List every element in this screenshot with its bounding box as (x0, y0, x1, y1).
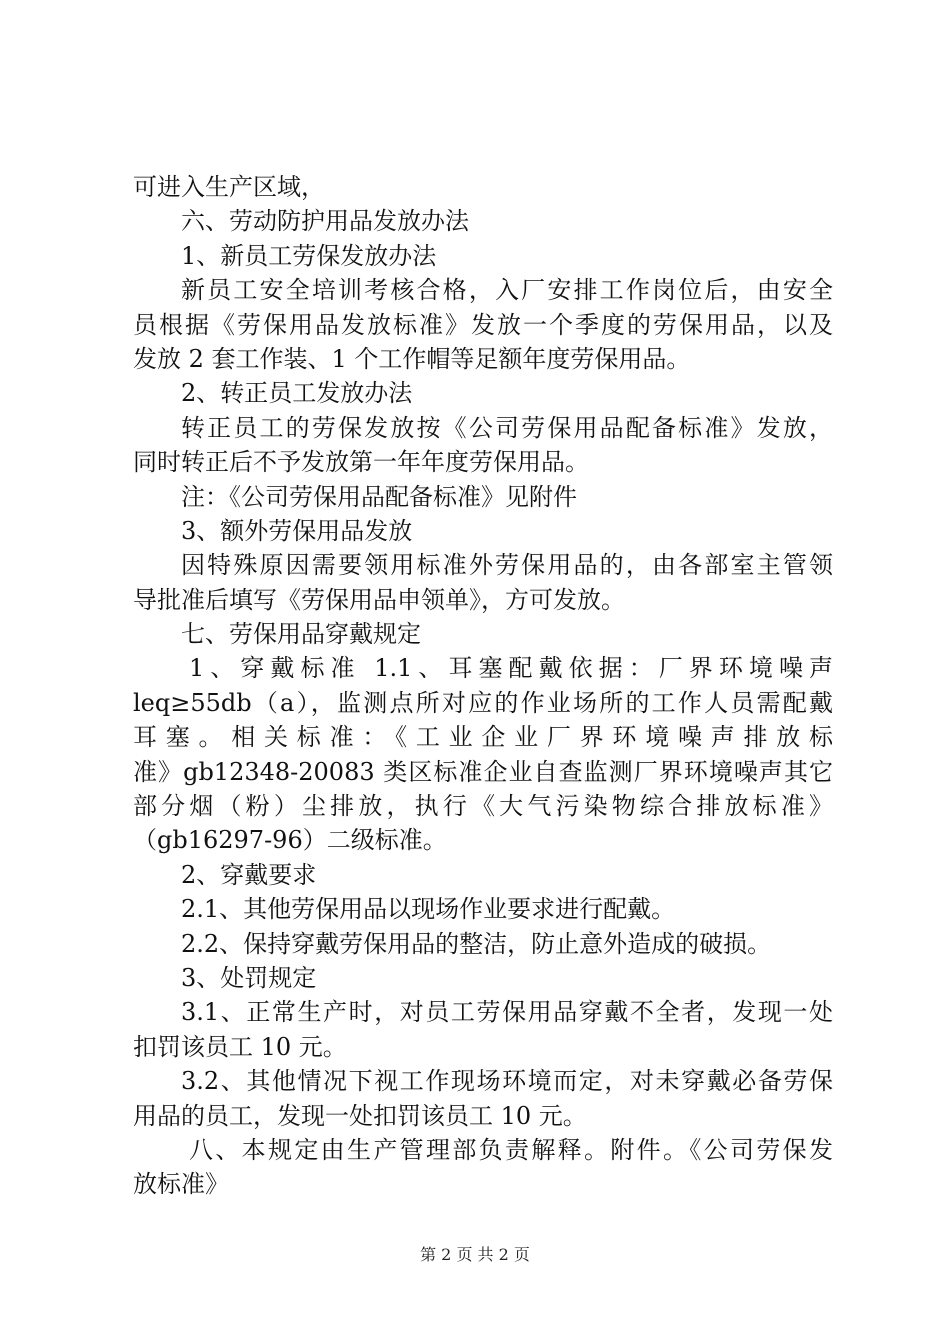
paragraph-line: 转正员工的劳保发放按《公司劳保用品配备标准》发放， (181, 413, 833, 442)
paragraph-line: 可进入生产区域， (133, 173, 325, 201)
paragraph-line: 新员工安全培训考核合格，入厂安排工作岗位后，由安全 (181, 276, 833, 305)
paragraph-line: 准》gb12348-20083 类区标准企业自查监测厂界环境噪声其它 (133, 757, 833, 786)
paragraph-line: 员根据《劳保用品发放标准》发放一个季度的劳保用品，以及 (133, 310, 833, 339)
paragraph-line: 3.1、正常生产时，对员工劳保用品穿戴不全者，发现一处 (181, 998, 833, 1027)
section-heading: 六、劳动防护用品发放办法 (181, 207, 469, 236)
note-line: 注：《公司劳保用品配备标准》见附件 (181, 482, 577, 511)
paragraph-line: 用品的员工，发现一处扣罚该员工 10 元。 (133, 1101, 587, 1130)
paragraph-line: 放标准》 (133, 1170, 229, 1199)
paragraph-line: leq≥55db（a），监测点所对应的作业场所的工作人员需配戴 (133, 688, 833, 717)
section-heading: 七、劳保用品穿戴规定 (181, 620, 421, 649)
paragraph-line: （gb16297-96）二级标准。 (133, 826, 447, 855)
subsection-heading: 1、新员工劳保发放办法 (181, 241, 437, 270)
paragraph-line: 2.2、保持穿戴劳保用品的整洁，防止意外造成的破损。 (181, 929, 772, 958)
section-heading: 八、本规定由生产管理部负责解释。附件。《公司劳保发 (189, 1135, 833, 1164)
subsection-heading: 2、转正员工发放办法 (181, 379, 413, 408)
paragraph-line: 部分烟（粉）尘排放，执行《大气污染物综合排放标准》 (133, 792, 833, 821)
paragraph-line: 同时转正后不予发放第一年年度劳保用品。 (133, 448, 589, 477)
subsection-heading: 2、穿戴要求 (181, 860, 317, 889)
paragraph-line: 因特殊原因需要领用标准外劳保用品的，由各部室主管领 (181, 551, 833, 580)
page-number-footer: 第 2 页 共 2 页 (420, 1245, 530, 1264)
paragraph-line: 导批准后填写《劳保用品申领单》，方可发放。 (133, 585, 625, 614)
paragraph-line: 2.1、其他劳保用品以现场作业要求进行配戴。 (181, 895, 676, 924)
paragraph-line: 扣罚该员工 10 元。 (133, 1032, 347, 1061)
paragraph-line: 3.2、其他情况下视工作现场环境而定，对未穿戴必备劳保 (181, 1067, 833, 1096)
paragraph-line: 1、穿戴标准 1.1、耳塞配戴依据：厂界环境噪声 (189, 654, 833, 683)
paragraph-line: 耳塞。相关标准：《工业企业厂界环境噪声排放标 (133, 723, 833, 752)
subsection-heading: 3、处罚规定 (181, 963, 317, 992)
subsection-heading: 3、额外劳保用品发放 (181, 516, 413, 545)
paragraph-line: 发放 2 套工作装、1 个工作帽等足额年度劳保用品。 (133, 344, 691, 373)
document-body (133, 170, 833, 1202)
